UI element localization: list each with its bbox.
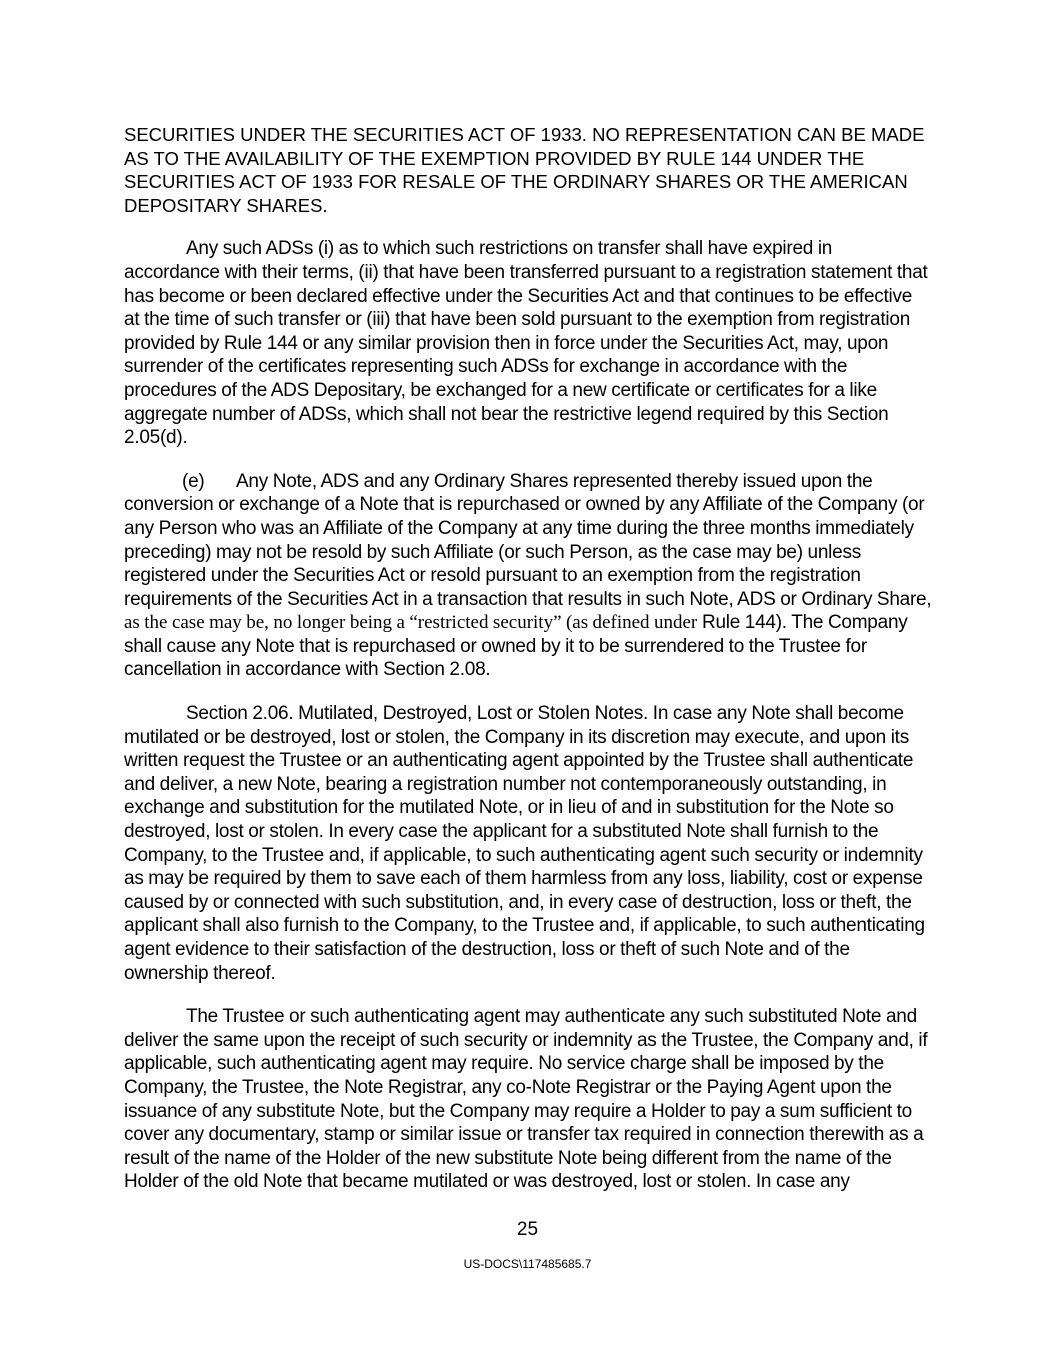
document-body [124,123,932,1214]
subsection-e-text-part3: Rule 144). The Company shall cause any Note that is repurchased or owned by it to be surrendered to the Trustee for cancellation in accordance with Section 2.08. [124,612,908,681]
document-id: US-DOCS\117485685.7 [463,1257,592,1271]
subsection-e-label: (e) [182,470,205,492]
section-2-06-paragraph: Section 2.06. Mutilated, Destroyed, Lost or Stolen Notes. In case any Note shall become mutilated or be destroyed, lost or stolen, the Company in its discretion may execute, and upon its written request the Trustee or an authenticating agent appointed by the Trustee shall authenticate and deliver, a new Note, bearing a registration number not contemporaneously outstanding, in exchange and substitution for the mutilated Note, or in lieu of and in substitution for the Note so destroyed, lost or stolen. In every case the applicant for a substituted Note shall furnish to the Company, to the Trustee and, if applicable, to such authenticating agent such security or indemnity as may be required by them to save each of them harmless from any loss, liability, cost or expense caused by or connected with such substitution, and, in every case of destruction, loss or theft, the applicant shall also furnish to the Company, to the Trustee and, if applicable, to such authenticating agent evidence to their satisfaction of the destruction, loss or theft of such Note and of the ownership thereof. [124,703,925,984]
subsection-e-text-part2: as the case may be, no longer being a “restricted security” (as defined under [124,612,698,634]
subsection-e-text-part1: Any Note, ADS and any Ordinary Shares represented thereby issued upon the conversion or exchange of a Note that is repurchased or owned by any Affiliate of the Company (or any Person who was an Affiliate of the Company at any time during the three months immediately preceding) may not be resold by such Affiliate (or such Person, as the case may be) unless registered under the Securities Act or resold pursuant to an exemption from the registration requirements of the Securities Act in a transaction that results in such Note, ADS or Ordinary Share, [124,470,932,610]
legend-caps-paragraph: SECURITIES UNDER THE SECURITIES ACT OF 1933. NO REPRESENTATION CAN BE MADE AS TO THE AVAILABILITY OF THE EXEMPTION PROVIDED BY RULE 144 UNDER THE SECURITIES ACT OF 1933 FOR RESALE OF THE ORDINARY SHARES OR THE AMERICAN DEPOSITARY SHARES. [124,124,925,216]
trustee-paragraph: The Trustee or such authenticating agent may authenticate any such substituted Note and deliver the same upon the receipt of such security or indemnity as the Trustee, the Company and, if applicable, such authenticating agent may require. No service charge shall be imposed by the Company, the Trustee, the Note Registrar, any co-Note Registrar or the Paying Agent upon the issuance of any substitute Note, but the Company may require a Holder to pay a sum sufficient to cover any documentary, stamp or similar issue or transfer tax required in connection therewith as a result of the name of the Holder of the new substitute Note being different from the name of the Holder of the old Note that became mutilated or was destroyed, lost or stolen. In case any [124,1006,928,1193]
subsection-e-paragraph [124,470,932,682]
page-number: 25 [516,1219,539,1240]
ads-paragraph: Any such ADSs (i) as to which such restrictions on transfer shall have expired in accordance with their terms, (ii) that have been transferred pursuant to a registration statement that has become or been declared effective under the Securities Act and that continues to be effective at the time of such transfer or (iii) that have been sold pursuant to the exemption from registration provided by Rule 144 or any similar provision then in force under the Securities Act, may, upon surrender of the certificates representing such ADSs for exchange in accordance with the procedures of the ADS Depositary, be exchanged for a new certificate or certificates for a like aggregate number of ADSs, which shall not bear the restrictive legend required by this Section 2.05(d). [124,238,928,449]
